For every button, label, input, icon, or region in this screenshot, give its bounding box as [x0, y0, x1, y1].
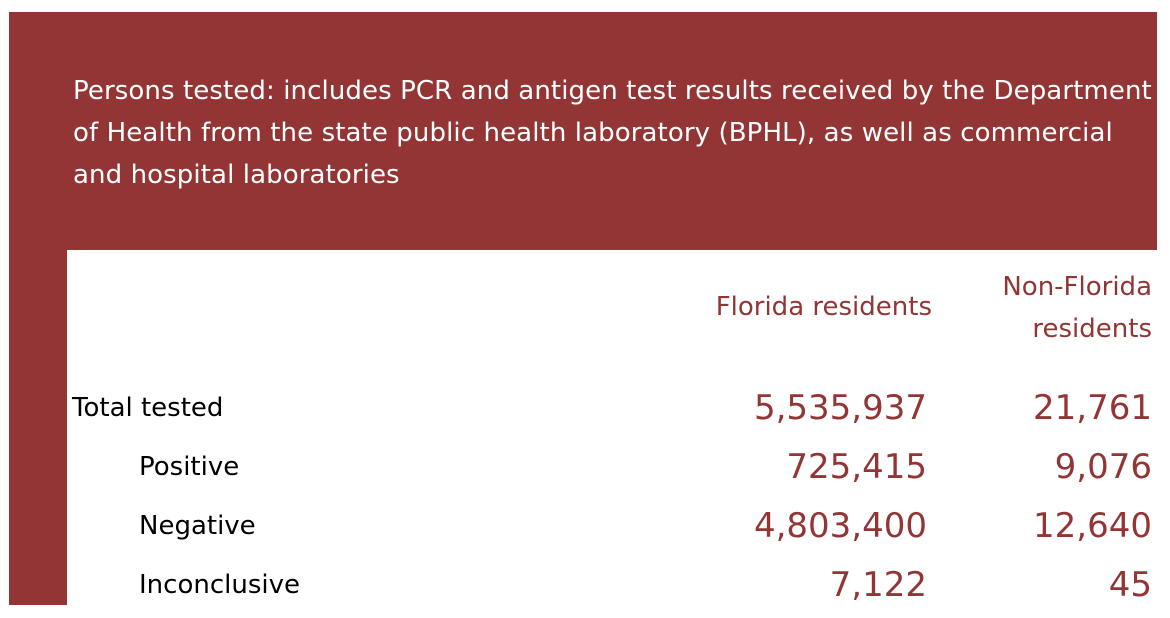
row-label-negative: Negative: [139, 511, 256, 541]
header-description: Persons tested: includes PCR and antigen test results received by the Department of Health from the state public health laboratory (BPHL), as well as commercial and hospital laboratories: [73, 76, 1152, 190]
value-florida-inconclusive: 7,122: [829, 565, 927, 605]
column-header-non-florida: Non-Florida residents: [1002, 272, 1152, 344]
row-label-positive: Positive: [139, 452, 240, 482]
value-florida-negative: 4,803,400: [753, 506, 927, 546]
data-table: [67, 250, 1157, 605]
value-non-florida-positive: 9,076: [1054, 447, 1152, 487]
summary-card: [9, 12, 1157, 605]
value-non-florida-total-tested: 21,761: [1033, 388, 1152, 428]
column-header-florida: Florida residents: [715, 292, 932, 322]
value-non-florida-inconclusive: 45: [1108, 565, 1152, 605]
value-florida-positive: 725,415: [786, 447, 927, 487]
table-row: [67, 388, 1157, 428]
row-label-inconclusive: Inconclusive: [139, 570, 300, 600]
table-row: [67, 506, 1157, 546]
value-florida-total-tested: 5,535,937: [753, 388, 927, 428]
table-row: [67, 447, 1157, 487]
value-non-florida-negative: 12,640: [1033, 506, 1152, 546]
table-row: [67, 565, 1157, 605]
row-label-total-tested: Total tested: [72, 393, 224, 423]
